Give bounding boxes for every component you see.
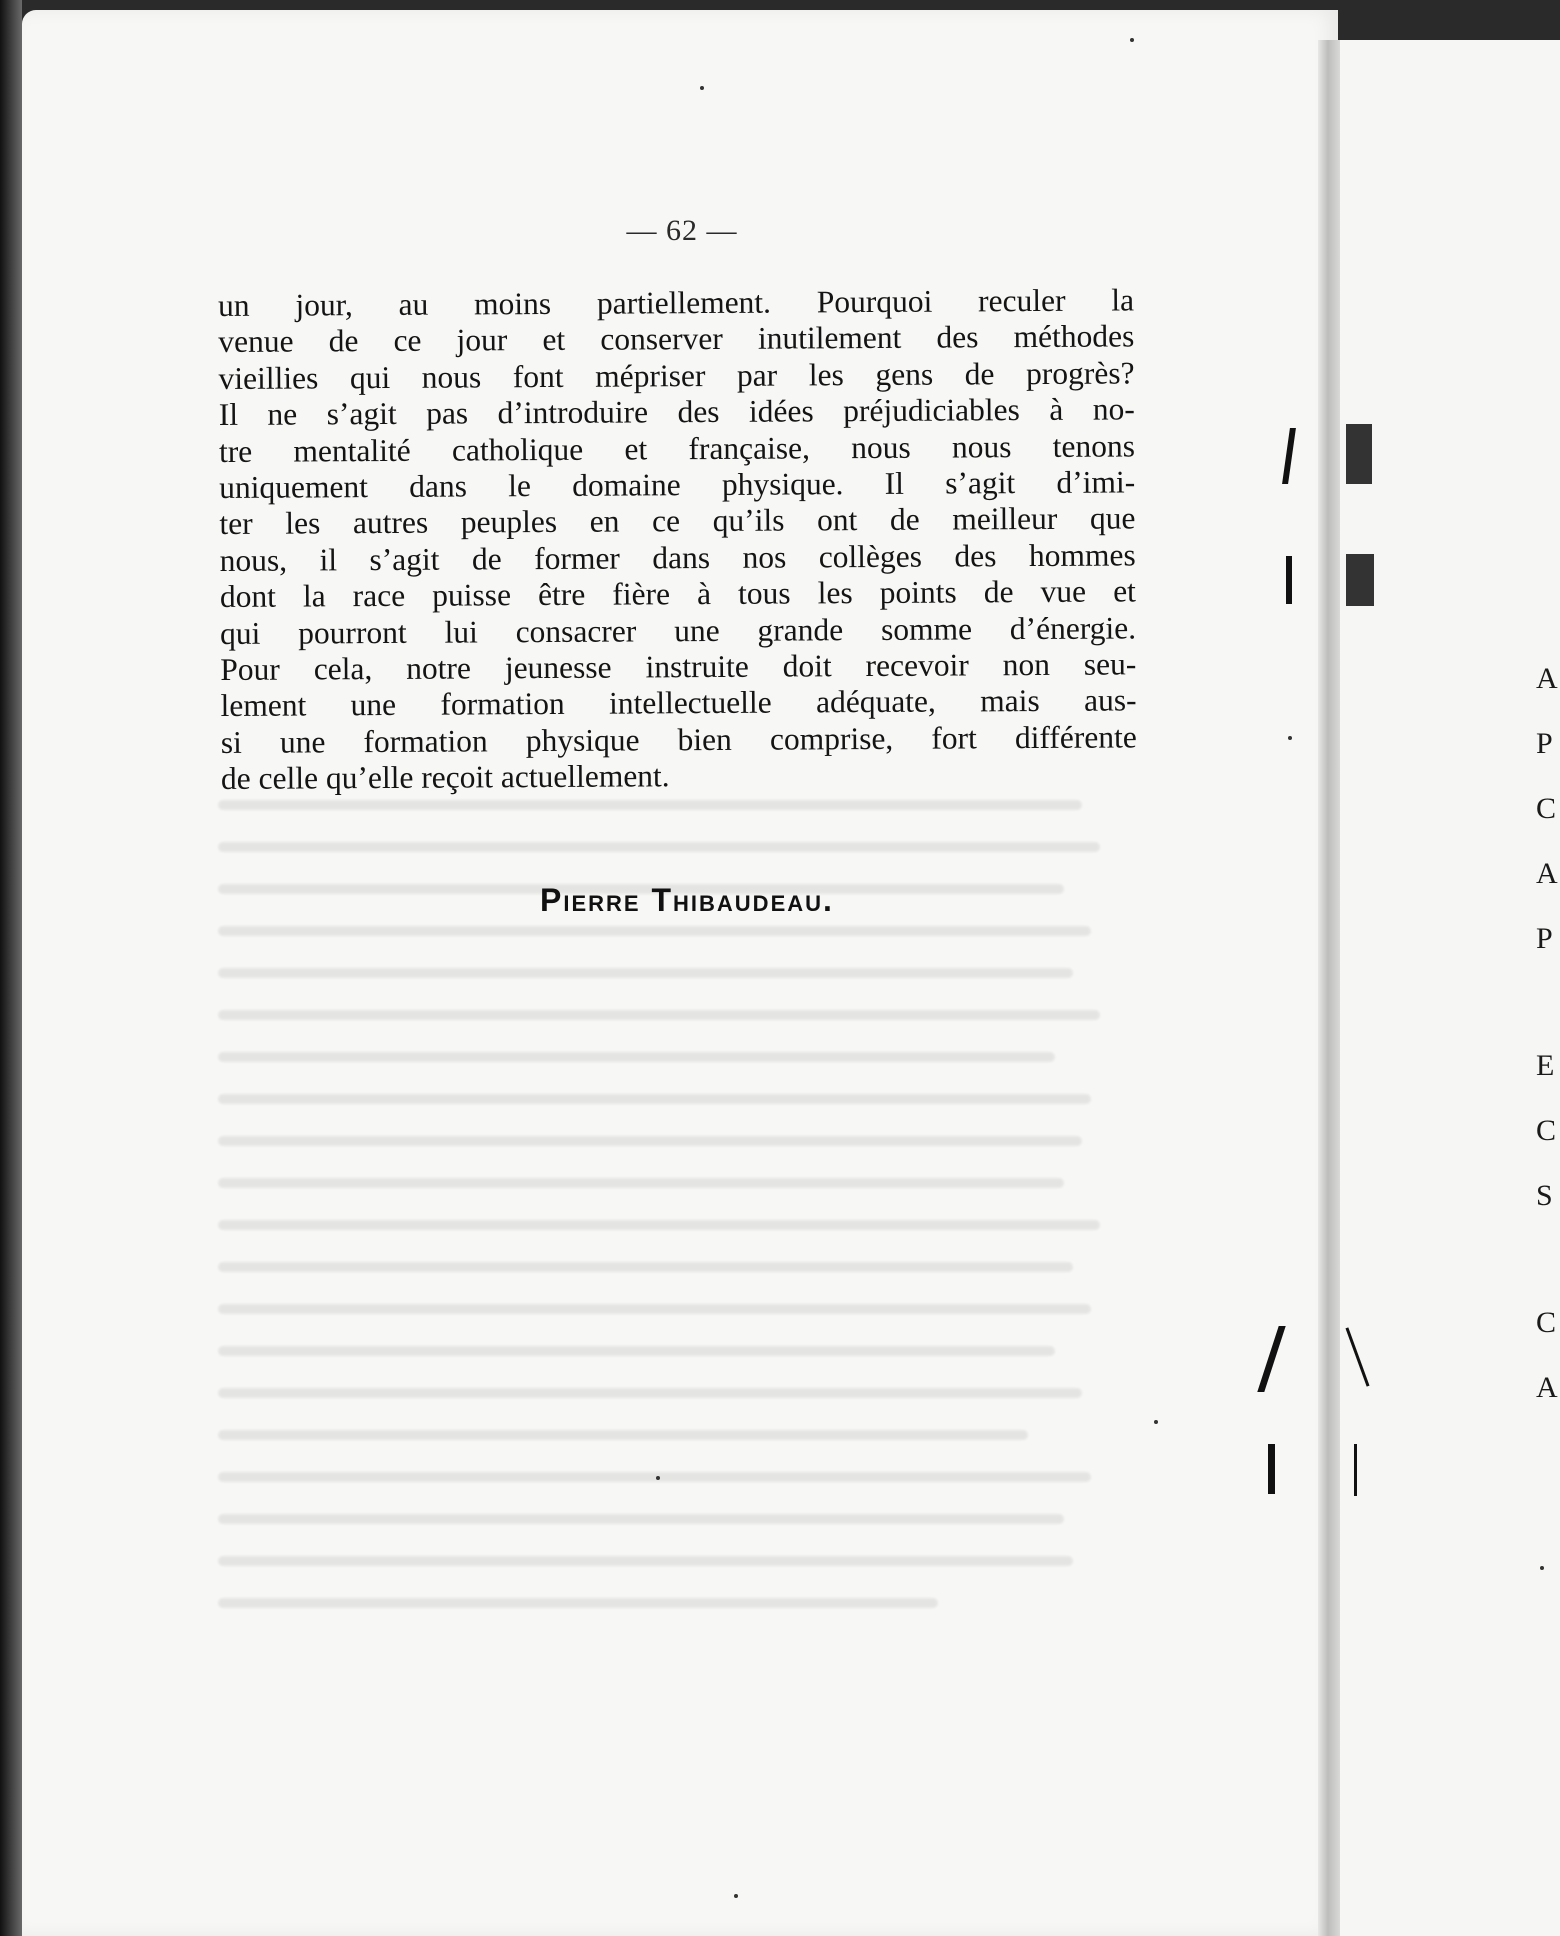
dust-speck: [1154, 1420, 1158, 1424]
dust-speck: [734, 1894, 738, 1898]
binding-mark: [1346, 554, 1374, 606]
binding-mark: [1268, 1444, 1275, 1494]
text-line: qui pourront lui consacrer une grande somme d’énergie.: [220, 610, 1137, 651]
dust-speck: [1288, 736, 1292, 740]
dust-speck: [1130, 38, 1134, 42]
binding-mark: [1286, 556, 1292, 604]
text-line: lement une formation intellectuelle adéquate, mais aus-: [220, 682, 1137, 724]
text-line: ter les autres peuples en ce qu’ils ont de meilleur que: [219, 500, 1136, 542]
facing-line-start: C: [1536, 792, 1557, 825]
author-signature: Pierre Thibaudeau.: [540, 882, 834, 918]
body-paragraph: [218, 282, 1137, 797]
dust-speck: [700, 86, 704, 90]
text-line: uniquement dans le domaine physique. Il s’agit d’imi-: [219, 464, 1136, 506]
facing-page-text: [1536, 662, 1560, 1436]
facing-line-start: A: [1536, 1371, 1558, 1404]
text-line: dont la race puisse être fière à tous les points de vue et: [219, 573, 1136, 615]
book-gutter: [1318, 40, 1340, 1936]
facing-line-start: C: [1536, 1306, 1557, 1339]
binding-mark: [1354, 1444, 1357, 1496]
text-line: nous, il s’agit de former dans nos collèges des hommes: [219, 537, 1136, 578]
text-line: Pour cela, notre jeunesse instruite doit recevoir non seu-: [220, 646, 1137, 688]
dust-speck: [1540, 1566, 1544, 1570]
text-line: de celle qu’elle reçoit actuellement.: [220, 758, 670, 797]
text-line: tre mentalité catholique et française, nous nous tenons: [218, 428, 1136, 469]
show-through-text: [218, 800, 1118, 1700]
book-edge: [0, 0, 22, 1936]
facing-line-start: A: [1536, 857, 1558, 890]
page-number: — 62 —: [626, 214, 738, 247]
binding-mark: [1346, 424, 1372, 484]
facing-line-start: P: [1536, 727, 1553, 760]
text-line: un jour, au moins partiellement. Pourquoi reculer la: [218, 282, 1135, 323]
right-page: [1340, 40, 1560, 1936]
facing-line-start: E: [1536, 1049, 1555, 1082]
facing-line-start: P: [1536, 922, 1553, 955]
facing-line-start: A: [1536, 662, 1558, 695]
dust-speck: [656, 1476, 660, 1480]
text-line: vieillies qui nous font mépriser par les gens de progrès?: [218, 355, 1135, 396]
facing-line-start: C: [1536, 1114, 1557, 1147]
facing-line-start: S: [1536, 1179, 1553, 1212]
text-line: si une formation physique bien comprise, fort différente: [220, 719, 1137, 760]
text-line: venue de ce jour et conserver inutilement des méthodes: [218, 318, 1135, 360]
text-line: Il ne s’agit pas d’introduire des idées préjudiciables à no-: [218, 391, 1135, 433]
